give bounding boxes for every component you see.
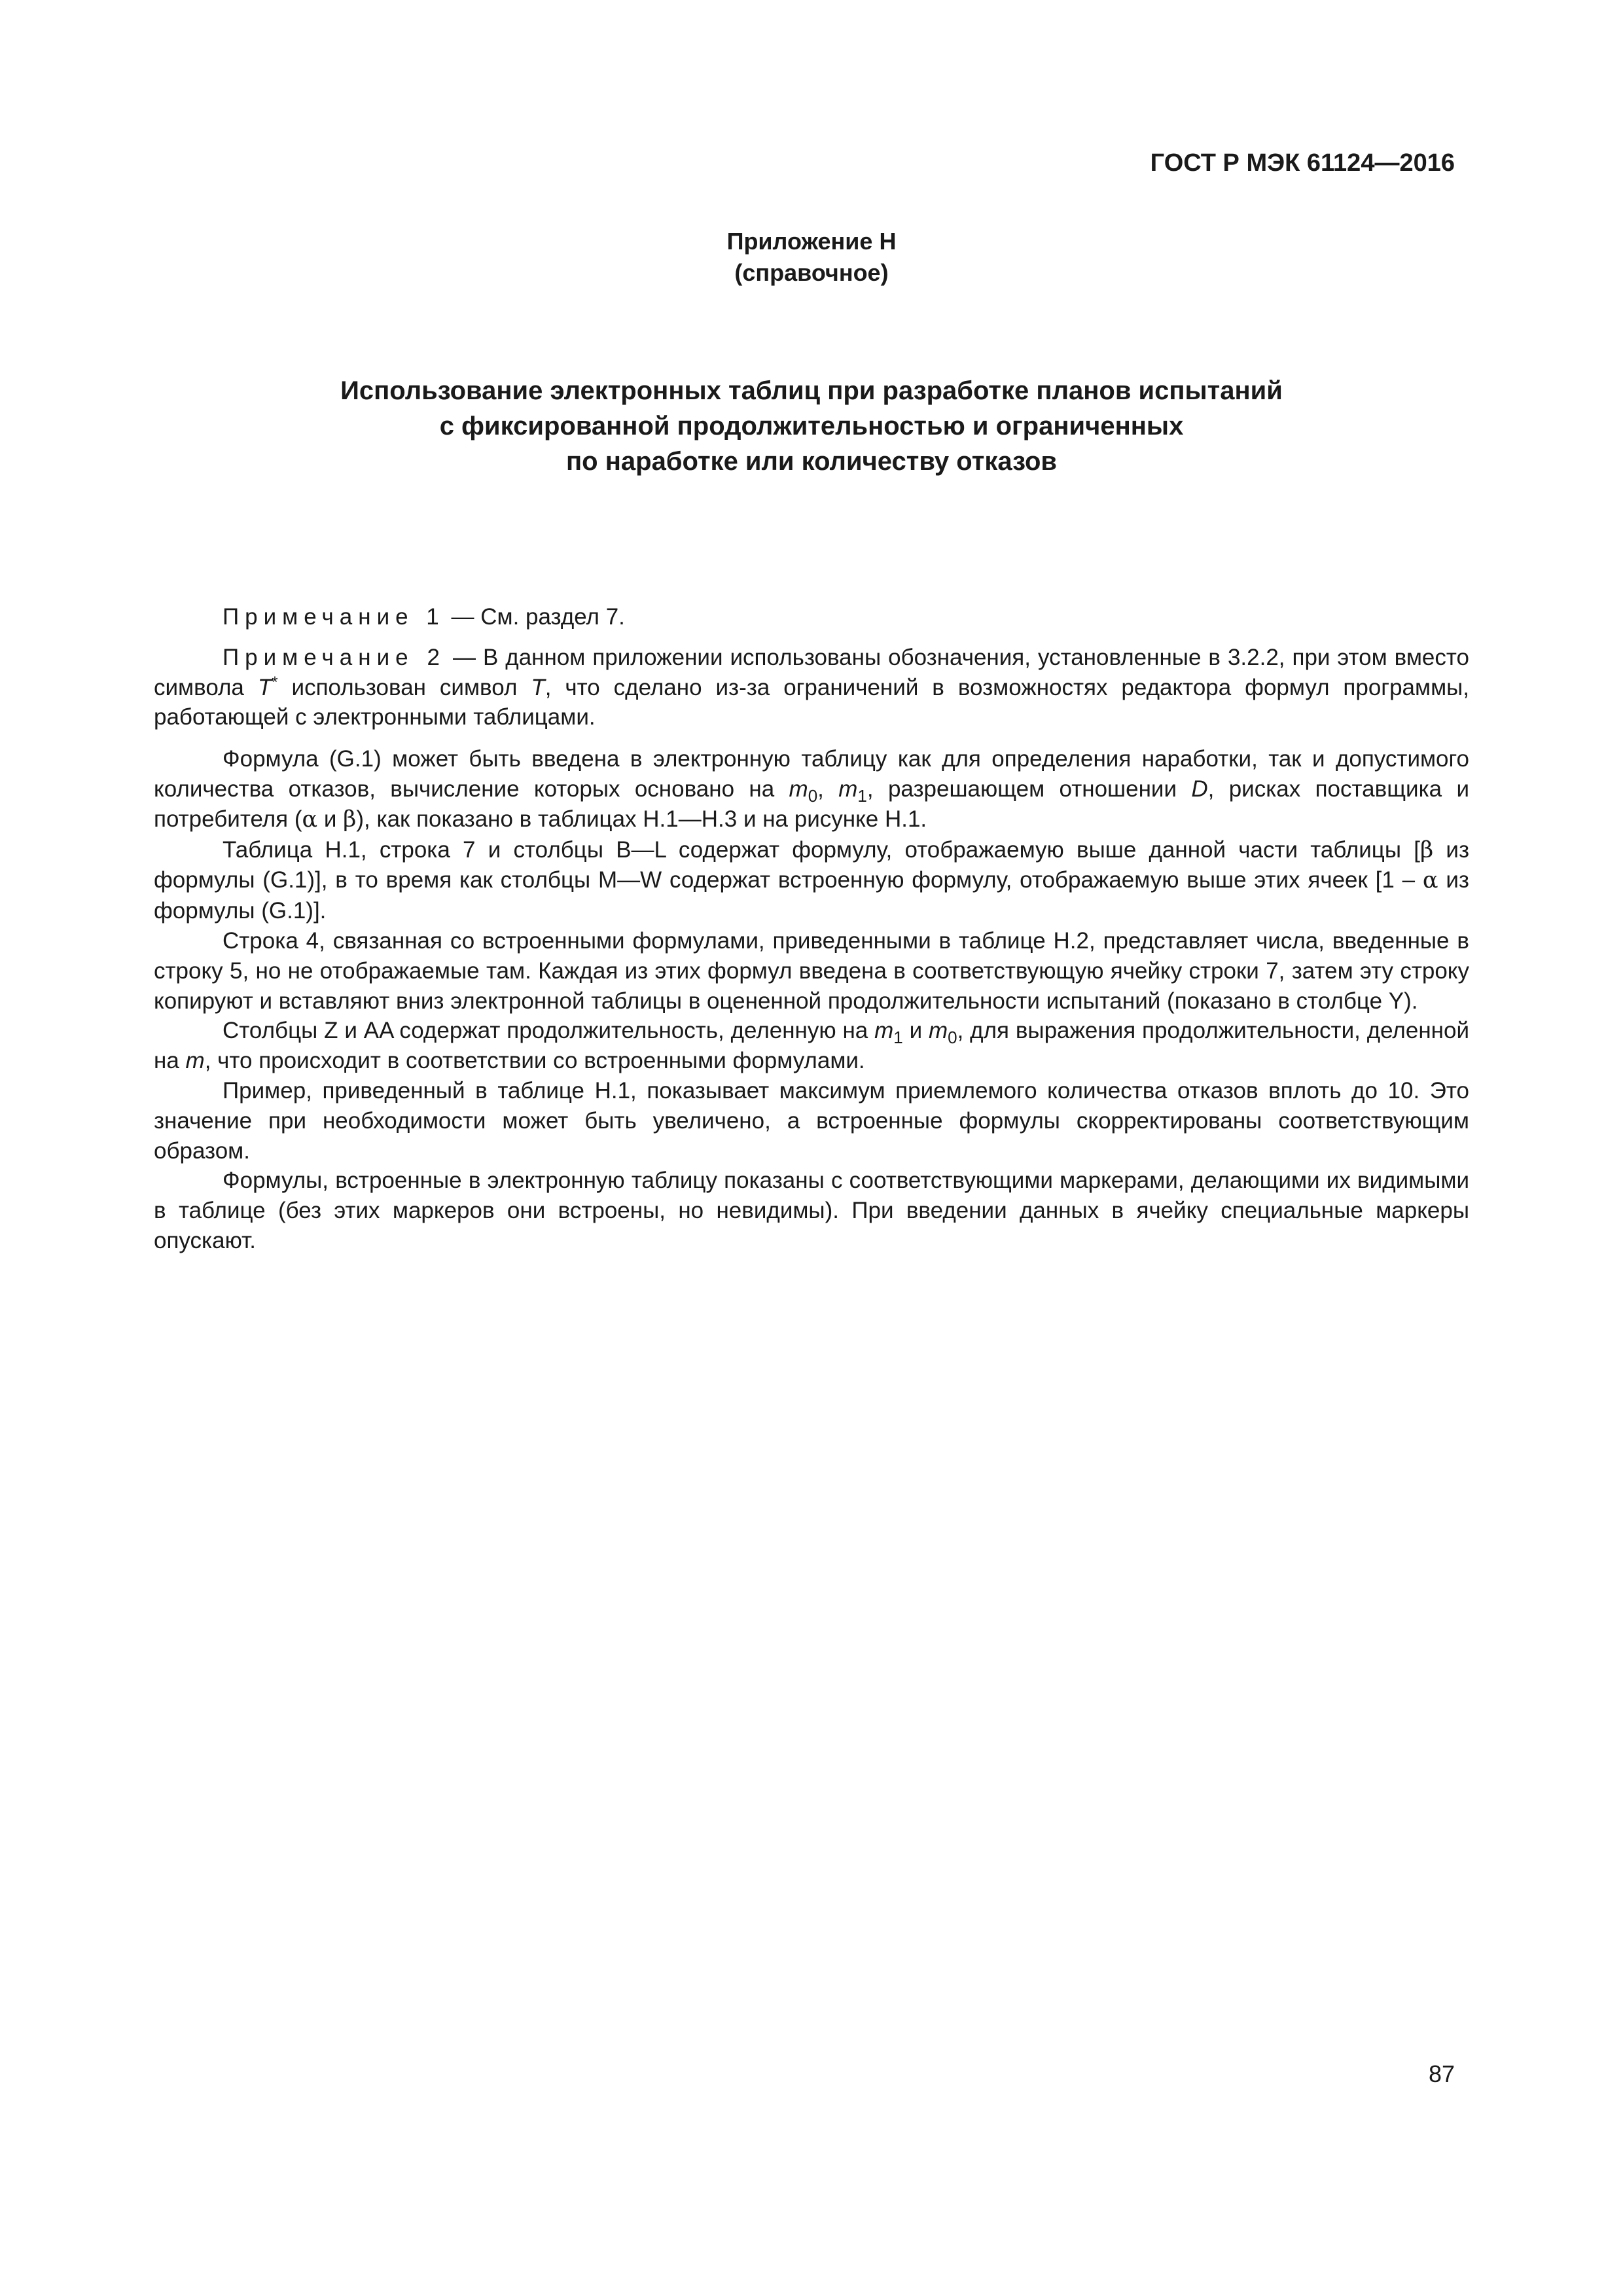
paragraph-1-text-a: Формула (G.1) может быть введена в электронную таблицу как для определения наработки, так и допустимого количества отказов, вычисление которых основано на xyxy=(154,746,1469,802)
symbol-m: m xyxy=(185,1048,205,1074)
symbol-m0-sub: 0 xyxy=(808,785,818,806)
paragraph-2-text-b: из формулы (G.1)], в то время как столбцы M—W содержат встроенную формулу, отображаемую выше этих ячеек [1 – xyxy=(154,836,1469,893)
symbol-m1: m xyxy=(874,1018,894,1044)
appendix-body xyxy=(154,602,1469,1256)
title-line-2: с фиксированной продолжительностью и ограниченных xyxy=(439,412,1184,440)
symbol-d: D xyxy=(1191,776,1208,802)
paragraph-6: Формулы, встроенные в электронную таблицу показаны с соответствующими маркерами, делающими их видимыми в таблице (без этих маркеров они встроены, но невидимы). При введении данных в ячейку специальные маркеры опускают. xyxy=(154,1168,1469,1253)
appendix-kind: (справочное) xyxy=(734,259,889,286)
note-2-label: Примечание 2 xyxy=(223,644,446,670)
title-line-3: по наработке или количеству отказов xyxy=(566,447,1057,476)
paragraph-2-text-a: Таблица Н.1, строка 7 и столбцы B—L содержат формулу, отображаемую выше данной части таблицы [ xyxy=(223,836,1420,863)
paragraph-4-text-a: Столбцы Z и AA содержат продолжительность, деленную на xyxy=(223,1018,875,1044)
symbol-beta: β xyxy=(343,806,357,833)
symbol-m1: m xyxy=(838,776,858,802)
page-number: 87 xyxy=(1428,2060,1455,2087)
note-2-text-c: , что сделано из-за ограничений в возможностях редактора формул программы, работающей с электронными таблицами. xyxy=(154,674,1470,730)
symbol-m0-sub: 0 xyxy=(948,1028,957,1048)
note-1 xyxy=(154,602,1469,632)
note-2 xyxy=(154,643,1469,732)
paragraph-1-text-d: ), как показано в таблицах Н.1—Н.3 и на рисунке Н.1. xyxy=(356,806,927,832)
symbol-t-star-sup: * xyxy=(272,673,278,691)
note-1-label: Примечание 1 xyxy=(223,604,445,630)
appendix-title xyxy=(0,373,1623,479)
paragraph-2-text-c: из формулы (G.1)]. xyxy=(154,867,1469,924)
note-2-text-a: — В данном приложении использованы обозначения, установленные в 3.2.2, при этом вместо символа xyxy=(154,644,1469,700)
appendix-label: Приложение Н xyxy=(726,228,897,255)
paragraph-5: Пример, приведенный в таблице Н.1, показывает максимум приемлемого количества отказов вплоть до 10. Это значение при необходимости может быть увеличено, а встроенные формулы скорректированы соответствующим образом. xyxy=(154,1077,1469,1164)
paragraph-4-and: и xyxy=(902,1018,929,1044)
paragraph-1-text-b: , разрешающем отношении xyxy=(866,776,1192,802)
appendix-heading xyxy=(0,226,1623,289)
paragraph-4 xyxy=(154,1016,1469,1076)
symbol-alpha: α xyxy=(302,806,318,833)
title-line-1: Использование электронных таблиц при разработке планов испытаний xyxy=(340,376,1283,405)
symbol-m0: m xyxy=(789,776,808,802)
standard-designation: ГОСТ Р МЭК 61124—2016 xyxy=(1150,149,1455,177)
paragraph-3: Строка 4, связанная со встроенными формулами, приведенными в таблице Н.2, представляет числа, введенные в строку 5, но не отображаемые там. Каждая из этих формул введена в соответствующую ячейку строки 7, затем эту строку копируют и вставляют вниз электронной таблицы в оцененной продолжительности испытаний (показано в столбце Y). xyxy=(154,927,1469,1014)
symbol-t-star: T xyxy=(257,674,272,700)
note-1-text: — См. раздел 7. xyxy=(444,604,625,630)
symbol-m1-sub: 1 xyxy=(857,785,867,806)
paragraph-1-comma: , xyxy=(817,776,839,802)
paragraph-1-text-c: , рисках поставщика и потребителя ( xyxy=(154,776,1470,832)
paragraph-2 xyxy=(154,835,1469,926)
paragraph-1 xyxy=(154,744,1469,834)
paragraph-4-text-c: , что происходит в соответствии со встроенными формулами. xyxy=(204,1048,865,1074)
paragraph-1-and: и xyxy=(317,806,344,832)
symbol-m0: m xyxy=(928,1018,948,1044)
symbol-m1-sub: 1 xyxy=(893,1028,903,1048)
note-2-text-b: использован символ xyxy=(277,674,531,700)
paragraph-4-text-b: , для выражения продолжительности, деленной на xyxy=(154,1018,1469,1074)
symbol-beta: β xyxy=(1419,836,1434,863)
symbol-t: T xyxy=(531,674,545,700)
symbol-alpha: α xyxy=(1422,867,1438,894)
